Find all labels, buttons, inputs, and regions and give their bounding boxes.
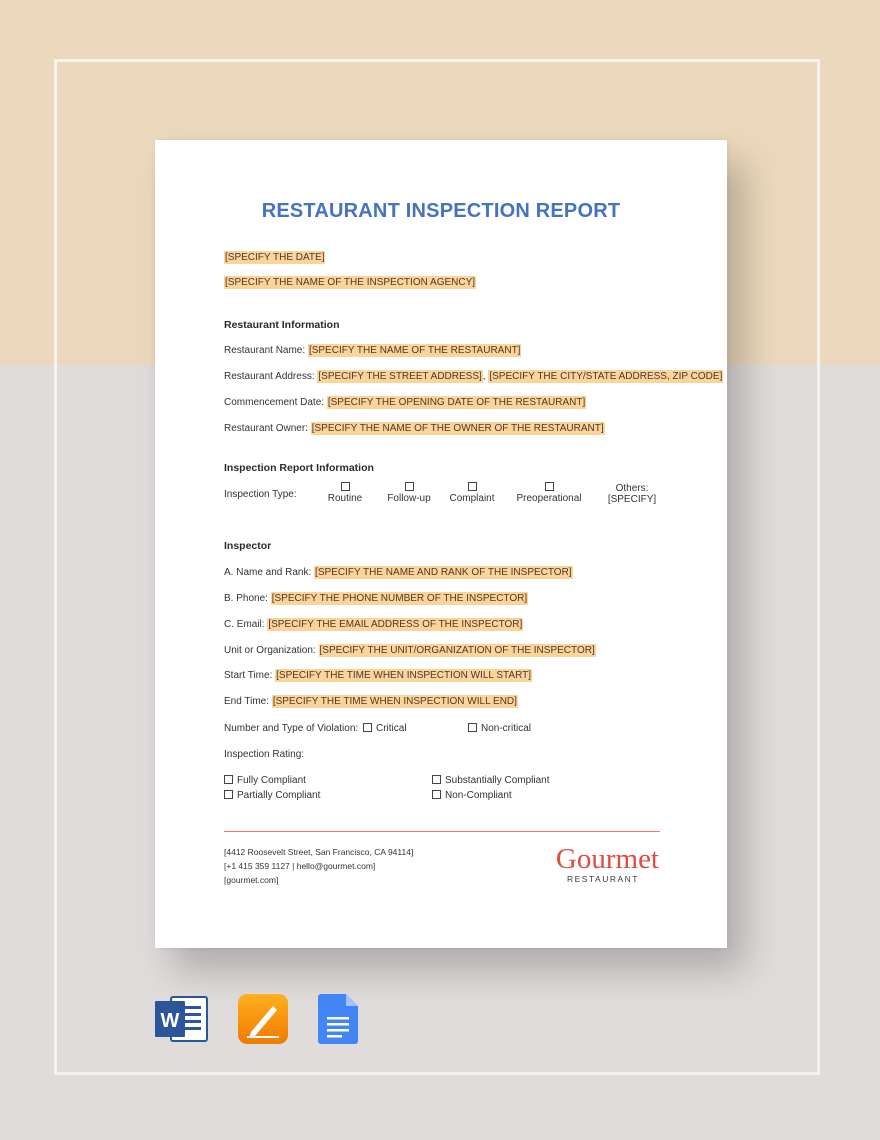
checkbox[interactable] <box>224 790 233 799</box>
agency-placeholder[interactable]: [SPECIFY THE NAME OF THE INSPECTION AGENCY] <box>225 277 476 288</box>
checkbox[interactable] <box>224 775 233 784</box>
type-others-placeholder[interactable]: [SPECIFY] <box>607 494 657 505</box>
rating-substantially-compliant[interactable] <box>432 775 550 786</box>
type-follow-up-label: Follow-up <box>387 493 431 504</box>
start-time-row <box>224 670 532 681</box>
violation-label: Number and Type of Violation: <box>224 723 359 734</box>
commencement-placeholder[interactable]: [SPECIFY THE OPENING DATE OF THE RESTAURANT] <box>327 397 586 408</box>
google-docs-icon[interactable] <box>318 994 358 1044</box>
owner-label: Restaurant Owner: <box>224 423 308 434</box>
violation-critical-label: Critical <box>376 723 407 734</box>
type-routine-label: Routine <box>327 493 363 504</box>
footer-divider <box>224 831 660 832</box>
rating-label: Inspection Rating: <box>224 749 305 760</box>
restaurant-name-label: Restaurant Name: <box>224 345 306 356</box>
footer-address: [4412 Roosevelt Street, San Francisco, CA 94114] <box>224 847 414 857</box>
checkbox[interactable] <box>341 482 350 491</box>
commencement-label: Commencement Date: <box>224 397 325 408</box>
checkbox[interactable] <box>545 482 554 491</box>
checkbox[interactable] <box>432 775 441 784</box>
rating-fully-compliant-label: Fully Compliant <box>237 775 306 786</box>
inspector-email-placeholder[interactable]: [SPECIFY THE EMAIL ADDRESS OF THE INSPECTOR] <box>268 619 523 630</box>
type-routine[interactable] <box>325 482 365 504</box>
rating-partially-compliant[interactable] <box>224 790 320 801</box>
violation-non-critical-label: Non-critical <box>481 723 532 734</box>
date-line <box>224 252 325 263</box>
type-complaint[interactable] <box>446 482 498 504</box>
street-address-placeholder[interactable]: [SPECIFY THE STREET ADDRESS] <box>318 371 482 382</box>
restaurant-name-row <box>224 345 521 356</box>
inspector-unit-placeholder[interactable]: [SPECIFY THE UNIT/ORGANIZATION OF THE INSPECTOR] <box>319 645 595 656</box>
violation-non-critical[interactable] <box>468 723 531 734</box>
restaurant-name-placeholder[interactable]: [SPECIFY THE NAME OF THE RESTAURANT] <box>308 345 521 356</box>
inspector-email-label: C. Email: <box>224 619 265 630</box>
city-address-placeholder[interactable]: [SPECIFY THE CITY/STATE ADDRESS, ZIP CODE] <box>489 371 723 382</box>
checkbox[interactable] <box>468 723 477 732</box>
date-placeholder[interactable]: [SPECIFY THE DATE] <box>225 252 325 263</box>
pages-icon[interactable] <box>237 994 289 1044</box>
logo-subtitle: RESTAURANT <box>567 874 639 884</box>
rating-non-compliant-label: Non-Compliant <box>445 790 512 801</box>
type-others-label: Others: <box>615 483 649 494</box>
owner-placeholder[interactable]: [SPECIFY THE NAME OF THE OWNER OF THE RESTAURANT] <box>311 423 604 434</box>
logo-wordmark: Gourmet <box>555 843 659 875</box>
word-icon-letter: W <box>160 1010 180 1032</box>
address-separator: , <box>482 371 486 382</box>
inspector-heading: Inspector <box>224 540 272 552</box>
start-time-label: Start Time: <box>224 670 273 681</box>
commencement-row <box>224 397 586 408</box>
checkbox[interactable] <box>468 482 477 491</box>
type-preoperational-label: Preoperational <box>516 493 582 504</box>
checkbox[interactable] <box>405 482 414 491</box>
inspector-email-row <box>224 619 523 630</box>
rating-fully-compliant[interactable] <box>224 775 306 786</box>
inspector-name-placeholder[interactable]: [SPECIFY THE NAME AND RANK OF THE INSPECTOR] <box>315 567 572 578</box>
violation-critical[interactable] <box>363 723 407 734</box>
inspector-unit-label: Unit or Organization: <box>224 645 316 656</box>
type-complaint-label: Complaint <box>449 493 495 504</box>
agency-line <box>224 277 476 288</box>
gourmet-logo <box>553 844 659 884</box>
word-icon[interactable] <box>155 994 209 1044</box>
inspector-phone-placeholder[interactable]: [SPECIFY THE PHONE NUMBER OF THE INSPECTOR] <box>271 593 528 604</box>
owner-row <box>224 423 605 434</box>
end-time-placeholder[interactable]: [SPECIFY THE TIME WHEN INSPECTION WILL END] <box>272 696 517 707</box>
rating-non-compliant[interactable] <box>432 790 512 801</box>
inspection-type-label: Inspection Type: <box>224 489 297 500</box>
type-preoperational[interactable] <box>513 482 585 504</box>
restaurant-address-label: Restaurant Address: <box>224 371 315 382</box>
type-follow-up[interactable] <box>384 482 434 504</box>
document-title: RESTAURANT INSPECTION REPORT <box>261 200 621 222</box>
inspector-unit-row <box>224 645 596 656</box>
restaurant-info-heading: Restaurant Information <box>224 319 340 331</box>
type-others <box>607 483 657 505</box>
inspector-phone-row <box>224 593 528 604</box>
inspection-info-heading: Inspection Report Information <box>224 462 374 474</box>
end-time-row <box>224 696 518 707</box>
checkbox[interactable] <box>363 723 372 732</box>
inspector-name-label: A. Name and Rank: <box>224 567 312 578</box>
restaurant-address-row <box>224 371 723 382</box>
rating-substantially-compliant-label: Substantially Compliant <box>445 775 550 786</box>
document-page <box>155 140 727 948</box>
footer-contact: [+1 415 359 1127 | hello@gourmet.com] <box>224 861 376 871</box>
inspector-name-row <box>224 567 573 578</box>
inspector-phone-label: B. Phone: <box>224 593 268 604</box>
rating-partially-compliant-label: Partially Compliant <box>237 790 321 801</box>
end-time-label: End Time: <box>224 696 270 707</box>
checkbox[interactable] <box>432 790 441 799</box>
footer-website: [gourmet.com] <box>224 875 279 885</box>
start-time-placeholder[interactable]: [SPECIFY THE TIME WHEN INSPECTION WILL START] <box>276 670 531 681</box>
